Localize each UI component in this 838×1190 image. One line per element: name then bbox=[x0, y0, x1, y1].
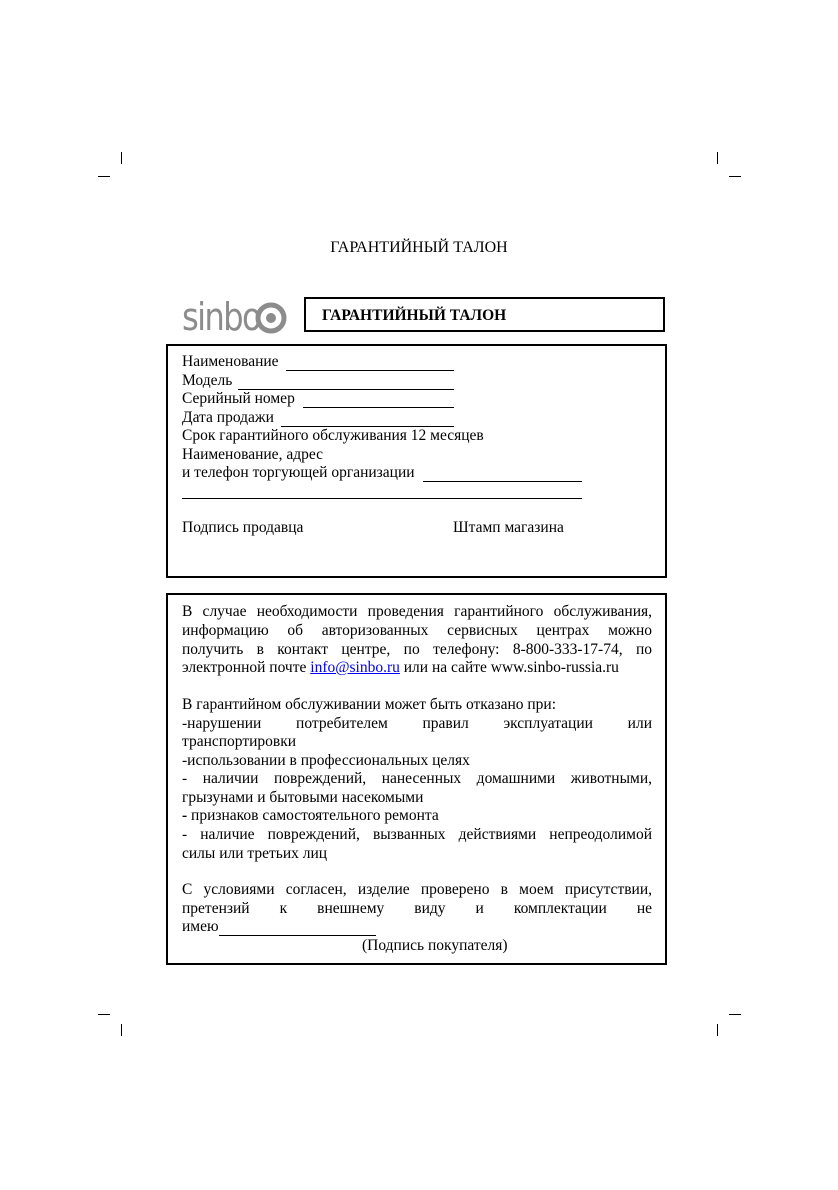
model-label: Модель bbox=[182, 372, 233, 389]
refusal-item-3: - наличии повреждений, нанесенных домашними животными, bbox=[182, 770, 652, 787]
crop-mark bbox=[121, 152, 122, 164]
org-line-2 bbox=[182, 498, 582, 499]
shop-stamp-label: Штамп магазина bbox=[453, 519, 564, 536]
page-title: ГАРАНТИЙНЫЙ ТАЛОН bbox=[330, 239, 508, 256]
buyer-signature-label: (Подпись покупателя) bbox=[362, 937, 508, 954]
logo-text: sinbo bbox=[182, 296, 261, 336]
serial-line bbox=[303, 407, 454, 408]
refusal-item-4 bbox=[182, 807, 439, 826]
org-line-1 bbox=[423, 481, 582, 482]
contact-suffix: или на сайте www.sinbo-russia.ru bbox=[399, 659, 619, 676]
contact-prefix: электронной почте bbox=[182, 659, 311, 676]
crop-mark bbox=[729, 176, 741, 177]
crop-mark bbox=[729, 1014, 741, 1015]
refusal-item-3-cont: грызунами и бытовыми насекомыми bbox=[182, 789, 424, 806]
warranty-period: Срок гарантийного обслуживания 12 месяцев bbox=[182, 427, 484, 444]
agree-line: претензий к внешнему виду и комплектации не bbox=[182, 900, 652, 917]
refusal-item-4-dash: - bbox=[182, 807, 188, 824]
info-line: получить в контакт центре, по телефону: 8-800-333-17-74, по bbox=[182, 641, 652, 658]
crop-mark bbox=[121, 1024, 122, 1036]
refusal-item-5-cont: силы или третьих лиц bbox=[182, 845, 328, 862]
product-name-line bbox=[286, 370, 454, 371]
refusal-item-1: -нарушении потребителем правил эксплуатации или bbox=[182, 715, 652, 732]
sinbo-logo bbox=[182, 296, 288, 336]
org-label-1: Наименование, адрес bbox=[182, 446, 323, 463]
contact-line bbox=[182, 659, 619, 678]
seller-signature-label: Подпись продавца bbox=[182, 519, 304, 536]
agree-line: имею bbox=[182, 918, 219, 935]
agree-line: С условиями согласен, изделие проверено в моем присутствии, bbox=[182, 881, 652, 898]
email-link[interactable]: info@sinbo.ru bbox=[310, 659, 400, 676]
crop-mark bbox=[98, 1014, 110, 1015]
refusal-item-1-cont: транспортировки bbox=[182, 733, 297, 750]
refusal-item-4-text: признаков самостоятельного ремонта bbox=[187, 807, 439, 824]
serial-label: Серийный номер bbox=[182, 390, 295, 407]
product-name-label: Наименование bbox=[182, 353, 279, 370]
info-line: В случае необходимости проведения гарантийного обслуживания, bbox=[182, 603, 652, 620]
header-title-box bbox=[304, 297, 665, 332]
org-label-2: и телефон торгующей организации bbox=[182, 464, 415, 481]
crop-mark bbox=[717, 1024, 718, 1036]
refusal-title: В гарантийном обслуживании может быть отказано при: bbox=[182, 696, 557, 713]
crop-mark bbox=[98, 176, 110, 177]
refusal-item-2: -использовании в профессиональных целях bbox=[182, 752, 470, 769]
buyer-signature-line bbox=[219, 935, 376, 936]
sale-date-label: Дата продажи bbox=[182, 409, 274, 426]
header-title: ГАРАНТИЙНЫЙ ТАЛОН bbox=[322, 307, 507, 324]
refusal-item-5: - наличие повреждений, вызванных действиями непреодолимой bbox=[182, 826, 652, 843]
logo-dot-icon bbox=[266, 313, 276, 323]
info-line: информацию об авторизованных сервисных центрах можно bbox=[182, 622, 652, 639]
crop-mark bbox=[717, 152, 718, 164]
